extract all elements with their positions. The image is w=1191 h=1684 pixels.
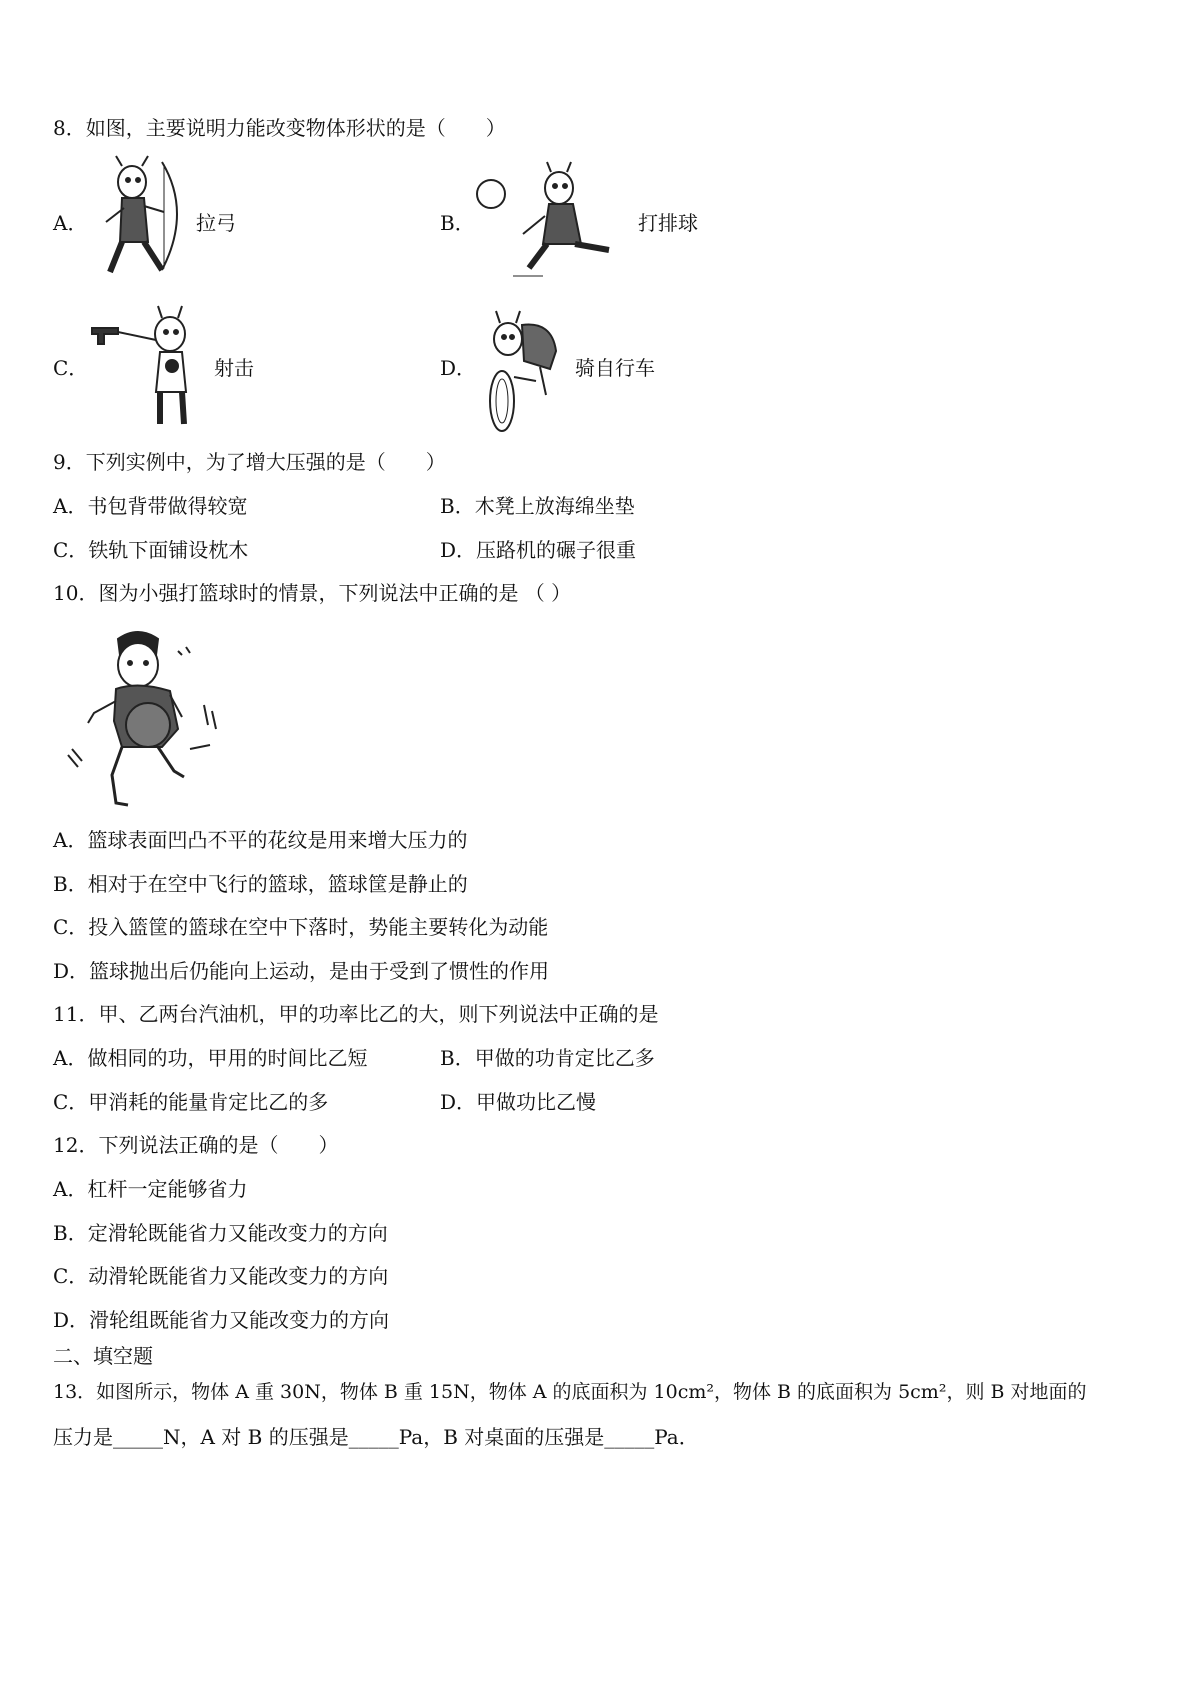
goat-shooter-figure-icon [90,300,210,430]
q9-stem: 9．下列实例中，为了增大压强的是（ ） [53,450,446,474]
goat-volleyball-figure-icon [473,158,623,286]
q10-option-c: C．投入篮筐的篮球在空中下落时，势能主要转化为动能 [53,915,549,939]
q11-stem: 11．甲、乙两台汽油机，甲的功率比乙的大，则下列说法中正确的是 [53,1002,659,1026]
q11-option-c: C．甲消耗的能量肯定比乙的多 [53,1090,329,1114]
q8-option-a-caption: 拉弓 [196,211,236,235]
q11-option-a: A．做相同的功，甲用的时间比乙短 [53,1046,368,1070]
q10-stem: 10．图为小强打篮球时的情景，下列说法中正确的是 （ ） [53,581,572,605]
q8-option-a-letter: A． [53,211,88,235]
q12-option-d: D．滑轮组既能省力又能改变力的方向 [53,1308,390,1332]
q8-stem: 8．如图，主要说明力能改变物体形状的是（ ） [53,116,506,140]
q8-option-b-letter: B． [440,211,475,235]
goat-archer-figure-icon [92,152,196,278]
q8-option-c-letter: C． [53,356,89,380]
q9-option-b: B．木凳上放海绵坐垫 [440,494,635,518]
q8-option-d-caption: 骑自行车 [575,356,655,380]
q10-option-d: D．篮球抛出后仍能向上运动，是由于受到了惯性的作用 [53,959,550,983]
goat-cyclist-figure-icon [480,305,568,435]
q9-option-c: C．铁轨下面铺设枕木 [53,538,249,562]
q8-option-c-caption: 射击 [214,356,254,380]
q12-stem: 12．下列说法正确的是（ ） [53,1133,339,1157]
q9-option-a: A．书包背带做得较宽 [53,494,248,518]
q11-option-b: B．甲做的功肯定比乙多 [440,1046,655,1070]
q11-option-d: D．甲做功比乙慢 [440,1090,597,1114]
q10-option-b: B．相对于在空中飞行的篮球，篮球筐是静止的 [53,872,468,896]
boy-basketball-figure-icon [66,625,218,810]
q9-option-d: D．压路机的碾子很重 [440,538,637,562]
q12-option-b: B．定滑轮既能省力又能改变力的方向 [53,1221,388,1245]
q12-option-a: A．杠杆一定能够省力 [53,1177,248,1201]
q10-option-a: A．篮球表面凹凸不平的花纹是用来增大压力的 [53,828,468,852]
q8-option-d-letter: D． [440,356,477,380]
section-title: 二、填空题 [53,1344,153,1368]
q13-line2: 压力是_____N，A 对 B 的压强是_____Pa，B 对桌面的压强是_____Pa． [53,1425,699,1449]
q8-option-b-caption: 打排球 [638,211,698,235]
q13-line1: 13．如图所示，物体 A 重 30N，物体 B 重 15N，物体 A 的底面积为 10cm²，物体 B 的底面积为 5cm²，则 B 对地面的 [53,1381,1087,1403]
q12-option-c: C．动滑轮既能省力又能改变力的方向 [53,1264,389,1288]
